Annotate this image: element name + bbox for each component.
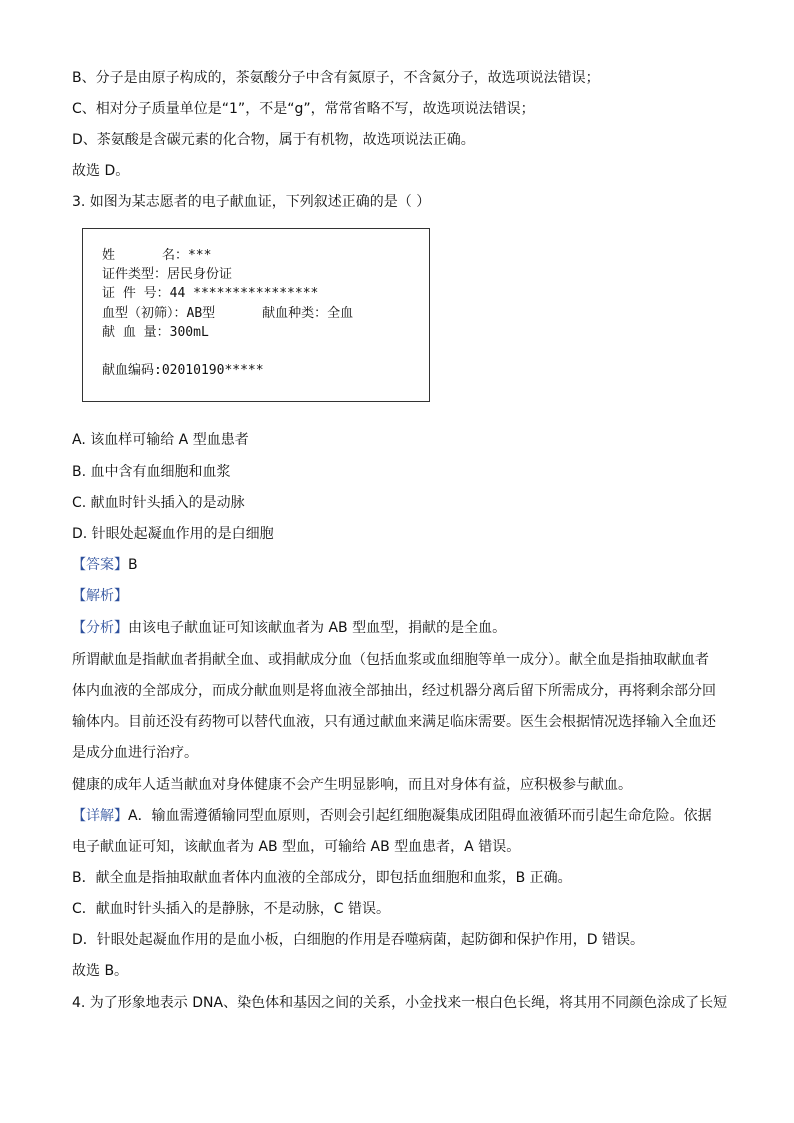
card-blood-type: 血型（初筛）：AB型 献血种类：全血 (102, 306, 354, 321)
card-amount: 献 血 量：300mL (102, 325, 209, 340)
para1-line1: 所谓献血是指献血者捐献全血、或捐献成分血（包括血浆或血细胞等单一成分）。献全血是指抽取献血者 (72, 652, 709, 668)
detail-line-b: B．献全血是指抽取献血者体内血液的全部成分，即包括血细胞和血浆，B 正确。 (72, 870, 572, 886)
detail-choose: 故选 B。 (72, 963, 129, 979)
para2: 健康的成年人适当献血对身体健康不会产生明显影响，而且对身体有益，应积极参与献血。 (72, 777, 632, 793)
para1-line2: 体内血液的全部成分，而成分献血则是将血液全部抽出，经过机器分离后留下所需成分，再将剩余部分回 (72, 683, 716, 699)
answer-label: 【答案】 (72, 557, 128, 573)
detail-label: 【详解】 (72, 808, 128, 824)
card-id-type: 证件类型：居民身份证 (102, 267, 233, 282)
option-b: B. 血中含有血细胞和血浆 (72, 464, 231, 480)
question-4: 4. 为了形象地表示 DNA、染色体和基因之间的关系，小金找来一根白色长绳，将其用不同颜色涂成了长短 (72, 995, 728, 1011)
card-id-number: 证 件 号：44 **************** (102, 286, 319, 301)
para1-line4: 是成分血进行治疗。 (72, 745, 198, 761)
answer-line (72, 555, 138, 575)
option-a: A. 该血样可输给 A 型血患者 (72, 432, 249, 448)
card-name: 姓 名：*** (102, 248, 212, 263)
detail-line2: 电子献血证可知，该献血者为 AB 型血，可输给 AB 型血患者，A 错误。 (72, 839, 521, 855)
option-d: D. 针眼处起凝血作用的是白细胞 (72, 526, 274, 542)
option-c: C. 献血时针头插入的是动脉 (72, 495, 245, 511)
detail-line-c: C．献血时针头插入的是静脉，不是动脉，C 错误。 (72, 901, 390, 917)
prev-choose: 故选 D。 (72, 163, 130, 179)
prev-option-d: D、茶氨酸是含碳元素的化合物，属于有机物，故选项说法正确。 (72, 132, 475, 148)
fenxi-line (72, 618, 506, 638)
detail-line1 (72, 806, 712, 826)
prev-option-c: C、相对分子质量单位是“1”，不是“g”，常常省略不写，故选项说法错误； (72, 101, 535, 117)
para1-line3: 输体内。目前还没有药物可以替代血液，只有通过献血来满足临床需要。医生会根据情况选择输入全血还 (72, 714, 716, 730)
detail-line-d: D．针眼处起凝血作用的是血小板，白细胞的作用是吞噬病菌，起防御和保护作用，D 错误。 (72, 932, 645, 948)
prev-option-b: B、分子是由原子构成的，茶氨酸分子中含有氮原子，不含氮分子，故选项说法错误； (72, 70, 600, 86)
question-3: 3. 如图为某志愿者的电子献血证，下列叙述正确的是（ ） (72, 194, 431, 210)
blood-donation-card (82, 228, 430, 402)
fenxi-label: 【分析】 (72, 620, 128, 636)
fenxi-text: 由该电子献血证可知该献血者为 AB 型血型，捐献的是全血。 (128, 620, 507, 636)
analysis-label: 【解析】 (72, 588, 128, 604)
card-code: 献血编码:02010190***** (102, 363, 264, 378)
detail-text-a1: A．输血需遵循输同型血原则，否则会引起红细胞凝集成团阻碍血液循环而引起生命危险。依据 (128, 808, 712, 824)
answer-value: B (128, 557, 138, 573)
